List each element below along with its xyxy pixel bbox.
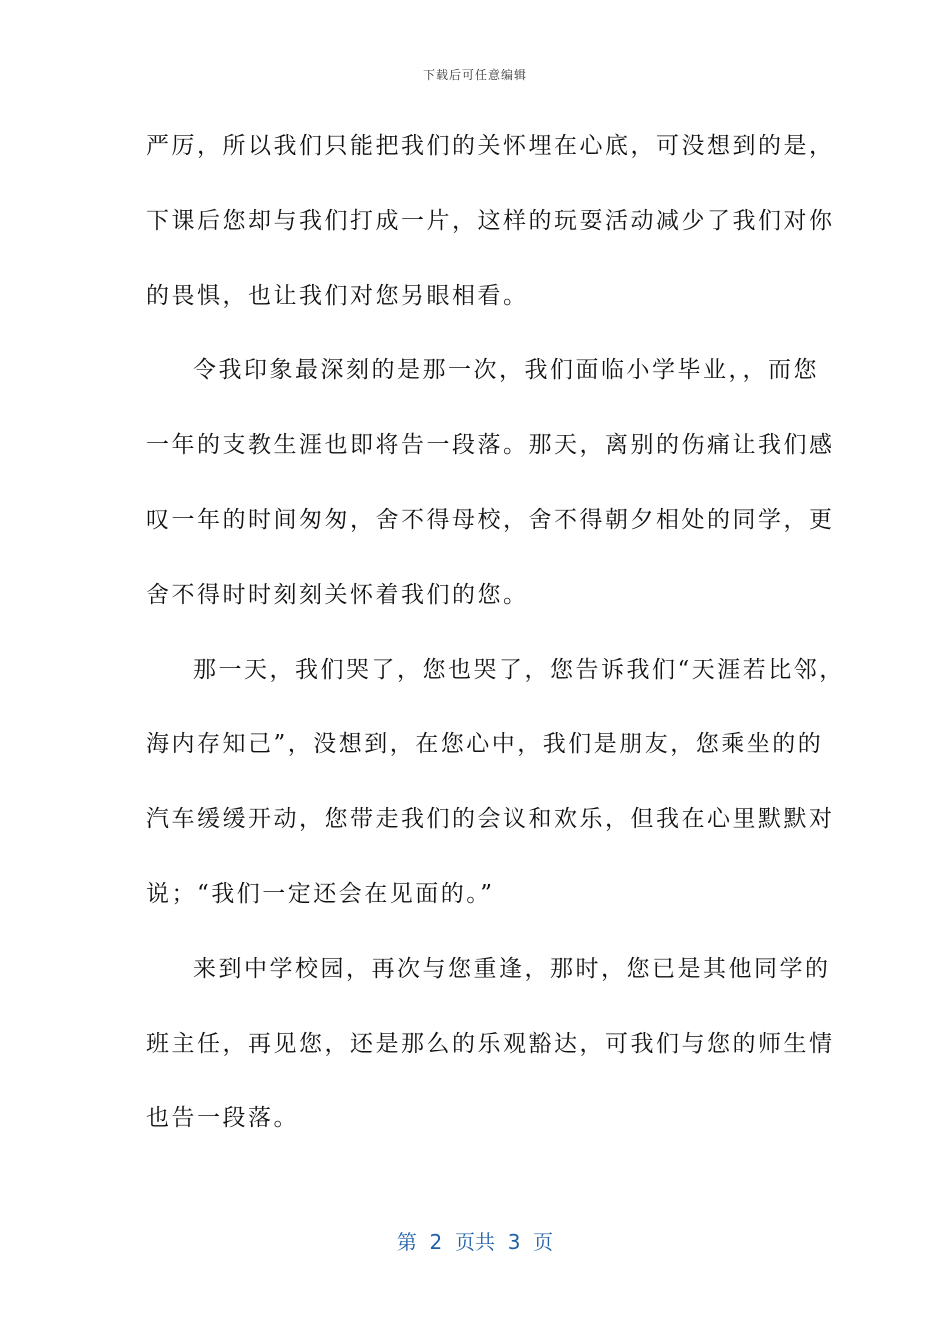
text-line: 一年的支教生涯也即将告一段落。那天，离别的伤痛让我们感 <box>146 432 835 459</box>
text-line: 也告一段落。 <box>146 1105 299 1132</box>
paragraph-first-line: 令我印象最深刻的是那一次，我们面临小学毕业，，而您 <box>193 357 819 384</box>
text-line: 班主任，再见您，还是那么的乐观豁达，可我们与您的师生情 <box>146 1030 835 1057</box>
text-line: 严厉，所以我们只能把我们的关怀埋在心底，可没想到的是， <box>146 133 835 159</box>
document-body <box>146 122 845 1169</box>
text-line: 舍不得时时刻刻关怀着我们的您。 <box>146 581 529 608</box>
paragraph-first-line: 那一天，我们哭了，您也哭了，您告诉我们“天涯若比邻， <box>193 656 845 683</box>
text-line: 海内存知己”，没想到，在您心中，我们是朋友，您乘坐的的 <box>146 731 824 758</box>
page-header: 下载后可任意编辑 <box>422 68 527 82</box>
text-line: 的畏惧，也让我们对您另眼相看。 <box>146 282 529 309</box>
text-line: 下课后您却与我们打成一片，这样的玩耍活动减少了我们对你 <box>146 207 835 234</box>
text-line: 说；“我们一定还会在见面的。” <box>146 880 495 907</box>
text-line: 叹一年的时间匆匆，舍不得母校，舍不得朝夕相处的同学，更 <box>146 506 835 533</box>
paragraph-first-line: 来到中学校园，再次与您重逢，那时，您已是其他同学的 <box>193 955 831 982</box>
page-number-footer: 第 2 页共 3 页 <box>396 1230 554 1254</box>
text-line: 汽车缓缓开动，您带走我们的会议和欢乐，但我在心里默默对 <box>146 806 835 833</box>
